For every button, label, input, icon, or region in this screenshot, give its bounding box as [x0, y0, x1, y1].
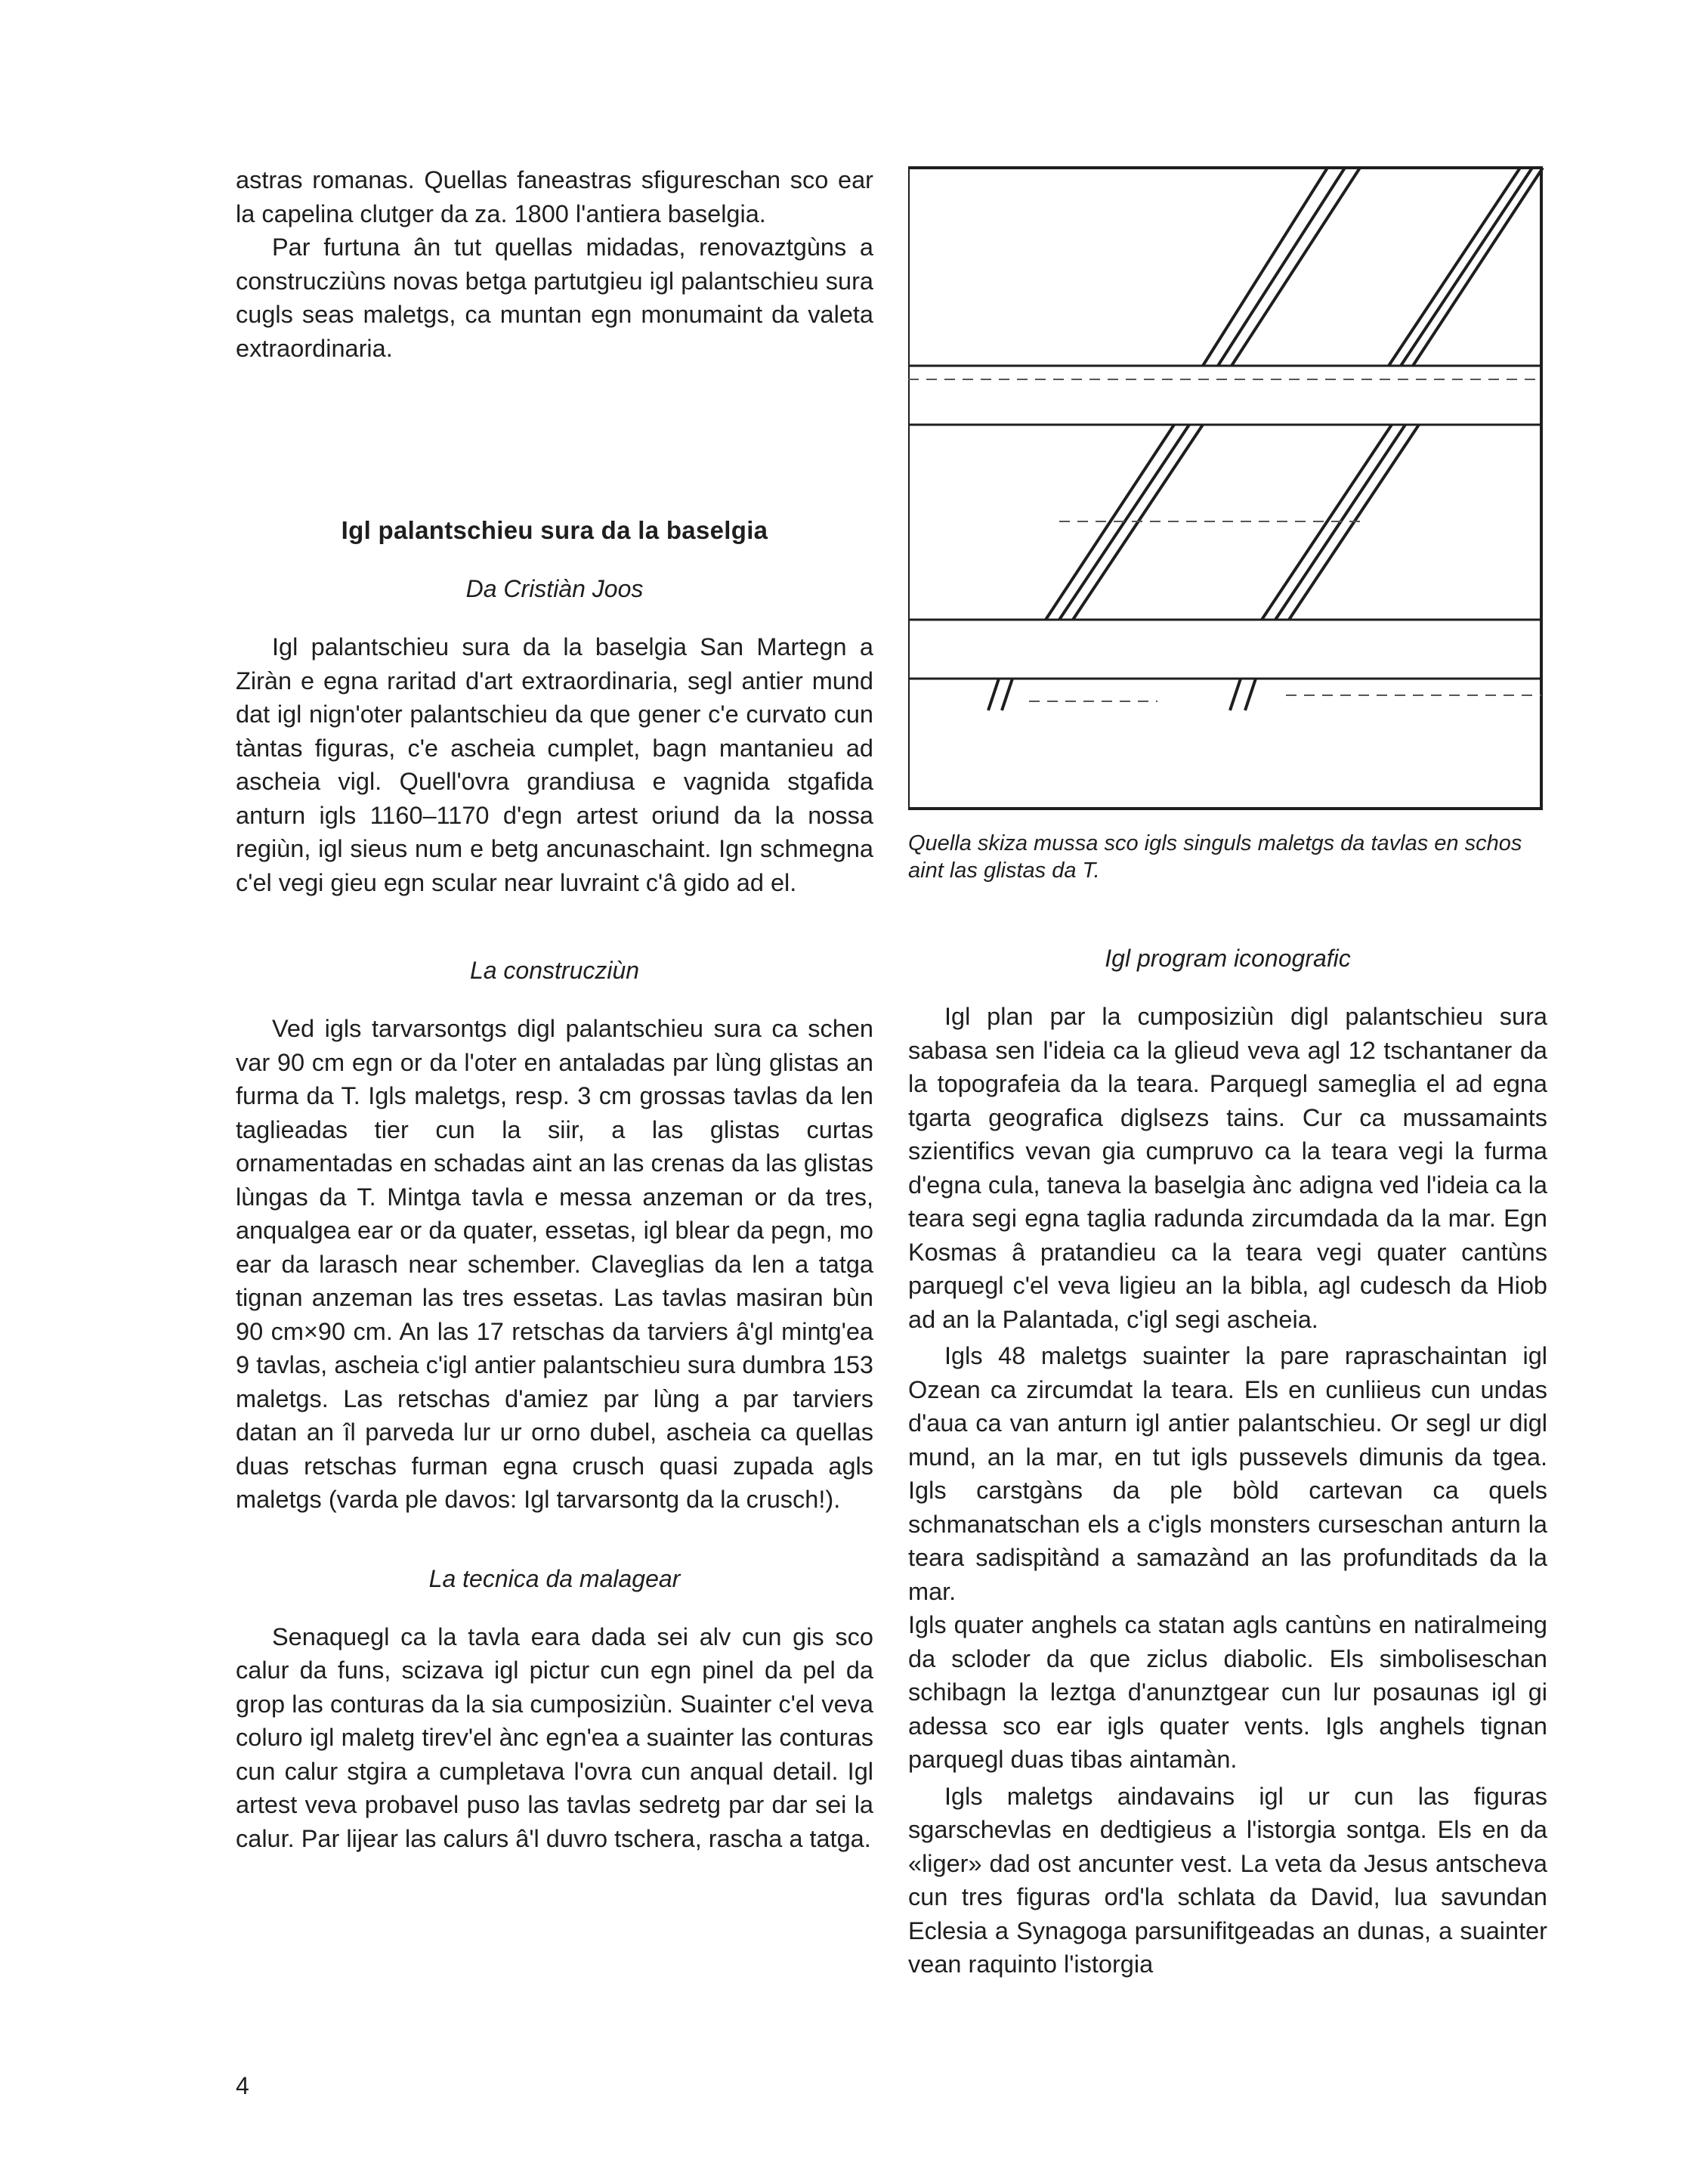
left-column — [236, 163, 873, 1855]
section-text-paragraph-2: Igls 48 maletgs suainter la pare rapraschaintan igl Ozean ca zircumdat la teara. Els en cunliieus cun undas d'aua ca van anturn igl antier palantschieu. Or segl ur digl mund, an la mar, en tut igls pussevels dimunis da tgea. Igls carstgàns da ple bòld cartevan ca quels schmanatschan els a c'igls monsters curseschan anturn la teara sadispitànd a samazànd an las profunditads da la mar. — [908, 1342, 1547, 1605]
figure-frame — [908, 168, 1541, 809]
section-heading-construction: La construcziùn — [469, 957, 640, 984]
section-text-construction: Ved igls tarvarsontgs digl palantschieu sura ca schen var 90 cm egn or da l'oter en antaladas par lùng glistas an furma da T. Igls maletgs, resp. 3 cm grossas tavlas da len taglieadas tier cun la siir, a las glistas curtas ornamentadas en schadas aint an las crenas da las glistas lùngas da T. Mintga tavla e messa anzeman or da tres, anqualgea ear or da quater, essetas, igl blear da pegn, mo ear da larasch near schember. Claveglias da len a tatga tignan anzeman las tres essetas. Las tavlas masiran bùn 90 cm×90 cm. An las 17 retschas da tarviers â'gl mintg'ea 9 tavlas, ascheia c'igl antier palantschieu sura dumbra 153 maletgs. Las retschas d'amiez par lùng a par tarviers datan an îl parveda lur ur orno dubel, ascheia ca quellas duas retschas furman egna crusch quasi zupada agls maletgs (varda ple davos: Igl tarvarsontg da la crusch!). — [236, 1015, 873, 1513]
article-title: Igl palantschieu sura da la baselgia — [341, 516, 768, 544]
section-text-technique: Senaquegl ca la tavla eara dada sei alv cun gis sco calur da funs, scizava igl pictur cun egn pinel da pel da grop las conturas da la sia cumposiziùn. Suainter c'el veva coluro igl maletg tirev'el ànc egn'ea a suainter las conturas cun calur stgira a cumpletava l'ovra cun anqual detail. Igl artest veva probavel puso las tavlas sedretg par dar sei la calur. Par lijear las calurs â'l duvro tschera, rascha a tatga. — [236, 1623, 873, 1852]
section-heading-technique: La tecnica da malagear — [428, 1564, 681, 1592]
diagonal-strips-upper — [1203, 168, 1543, 366]
article-intro: Igl palantschieu sura da la baselgia San Martegn a Ziràn e egna raritad d'art extraordinaria, segl antier mund dat igl nign'oter palantschieu da que gener c'e curvato cun tàntas figuras, c'e ascheia cumplet, bagn mantanieu ad ascheia vigl. Quell'ovra grandiusa e vagnida stgafida anturn igls 1160–1170 d'egn artest oriund da la nossa regiùn, igl sieus num e betg ancunaschaint. Ign schmegna c'el vegi gieu egn scular near luvraint c'â gido ad el. — [236, 633, 873, 896]
intro-paragraph-1: astras romanas. Quellas faneastras sfigureschan sco ear la capelina clutger da za. 1800 l'antiera baselgia. — [236, 166, 873, 227]
intro-paragraph-2: Par furtuna ân tut quellas midadas, renovaztgùns a construcziùns novas betga partutgieu igl palantschieu sura cugls seas maletgs, ca muntan egn monumaint da valeta extraordinaria. — [236, 234, 873, 362]
figure-caption: Quella skiza mussa sco igls singuls maletgs da tavlas en schos aint las glistas da T. — [908, 831, 1522, 883]
section-heading-iconography: Igl program iconografic — [1105, 945, 1351, 972]
section-text-paragraph-3: Igls quater anghels ca statan agls cantùns en natiralmeing da scloder da que ziclus diabolic. Els simboliseschan schibagn la leztga d'anunztgear cun lur posaunas igl gi adessa sco ear igls quater vents. Igls anghels tignan parquegl duas tibas aintamàn. — [908, 1611, 1547, 1773]
section-text-paragraph-4: Igls maletgs aindavains igl ur cun las figuras sgarschevlas en dedtigieus a l'istorgia sontga. Els en da «liger» dad ost ancunter vest. La veta da Jesus antscheva cun tres figuras ord'la schlata da David, lua savundan Eclesia a Synagoga parsunifitgeadas an dunas, a suainter vean raquinto l'istorgia — [908, 1782, 1547, 1978]
diagonal-strip-ends-lower — [988, 679, 1256, 710]
ceiling-sketch-figure — [908, 159, 1547, 818]
right-column — [908, 159, 1547, 1981]
page-number: 4 — [236, 2072, 249, 2099]
author-byline: Da Cristiàn Joos — [465, 575, 644, 602]
dashed-board-lines — [908, 379, 1541, 701]
section-text-paragraph-1: Igl plan par la cumposiziùn digl palantschieu sura sabasa sen l'ideia ca la glieud veva agl 12 tschantaner da la topografeia da la teara. Parquegl sameglia el ad egna tgarta geografica diglsezs tains. Cur ca mussamaints szientifics vevan gia cumpruvo ca la teara vegi la furma d'egna cula, taneva la baselgia ànc adigna ved l'ideia ca la teara segi egna taglia radunda zircumdada da la mar. Egn Kosmas â pratandieu ca la teara vegi quater cantùns parquegl c'el veva ligieu an la bibla, agl cudesch da Hiob ad an la Palantada, c'igl segi ascheia. — [908, 1003, 1547, 1333]
